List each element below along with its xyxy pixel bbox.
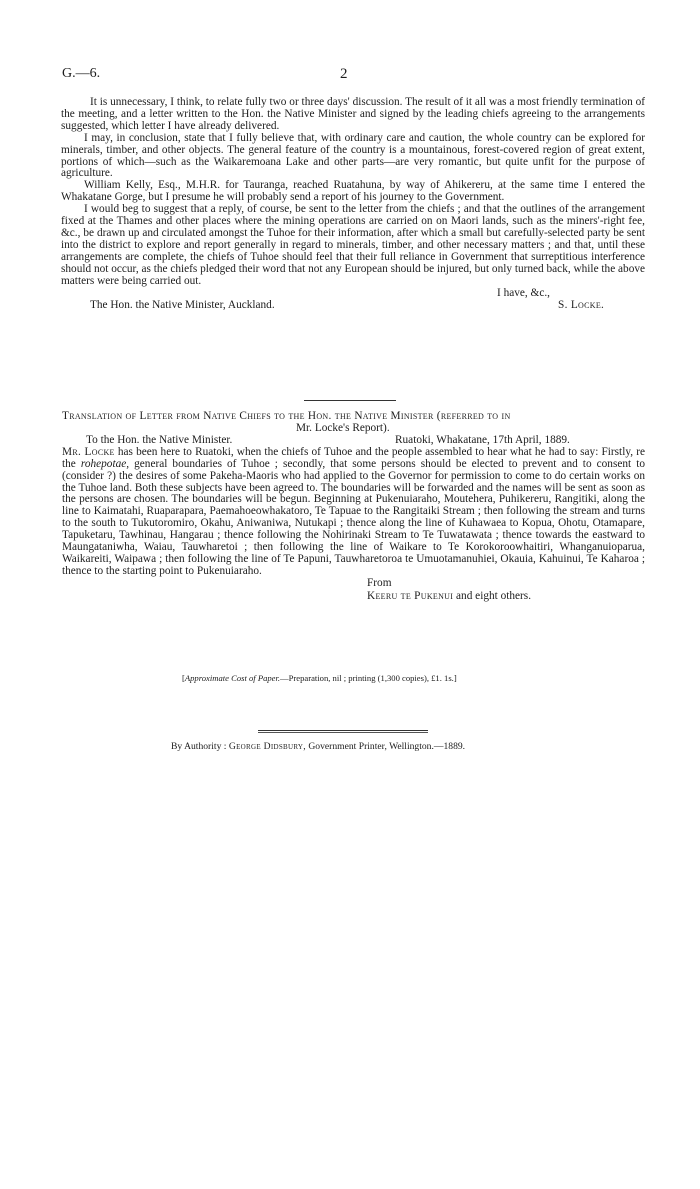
page-header bbox=[62, 66, 652, 86]
signature-row bbox=[90, 300, 645, 312]
imprint-printer: George Didsbury, bbox=[228, 741, 306, 752]
report-signature: S. Locke. bbox=[558, 298, 605, 311]
translation-heading-cont: Mr. Locke's Report). bbox=[296, 421, 390, 434]
imprint-prefix: By Authority : bbox=[171, 741, 229, 752]
imprint-rule bbox=[258, 730, 428, 731]
translation-heading: Translation of Letter from Native Chiefs to the Hon. the Native Minister (referred to in bbox=[62, 410, 511, 422]
report-addressee: The Hon. the Native Minister, Auckland. bbox=[90, 298, 275, 311]
closing-row bbox=[90, 288, 645, 300]
translation-section bbox=[62, 411, 645, 603]
section-divider bbox=[304, 400, 396, 401]
letter-addressee: To the Hon. the Native Minister. bbox=[86, 433, 233, 446]
cost-text: —Preparation, nil ; printing (1,300 copies), £1. 1s. bbox=[280, 673, 454, 683]
letter-body-italic: rohepotae, bbox=[80, 457, 130, 470]
page-number: 2 bbox=[340, 66, 348, 82]
report-body bbox=[61, 96, 646, 312]
letter-body-a: has been here to Ruatoki, when the chiefs of Tuhoe and the people assembled to hear what he had to say: Firstly, re the bbox=[62, 445, 645, 470]
report-paragraph: It is unnecessary, I think, to relate fully two or three days' discussion. The result of it all was a most friendly termination of the meeting, and a letter written to the Hon. the Native Minister and signed by the leading chiefs agreeing to the arrangements suggested, which letter I have already delivered. bbox=[61, 96, 645, 132]
letter-signer-line bbox=[367, 591, 645, 603]
imprint-rule-second bbox=[258, 732, 428, 733]
imprint-suffix: Government Printer, Wellington.—1889. bbox=[305, 741, 466, 752]
letter-body bbox=[62, 447, 645, 578]
closing-formula: I have, &c., bbox=[497, 286, 551, 299]
letter-body-start: Mr. Locke bbox=[62, 445, 115, 458]
letter-body-b: general boundaries of Tuhoe ; secondly, that some persons should be elected to prevent and to consent to (consider ?) the desires of some Pakeha-Maoris who had applied to the Governor for permission to come to do certain works on the Tuhoe land. Both these subjects have been agreed to. The boundaries will be forwarded and the names will be sent as soon as the persons are chosen. The boundaries will be begun. Beginning at Pukenuiaraho, Moutehera, Puhikereru, Rangitiki, along the line to Kaimatahi, Ruaparapara, Paemahoeowhakatoro, Te Tapuae to the Rangitaiki Stream ; then following the stream and turns to the south to Tukutoromiro, Okahu, Aniwaniwa, Nutukapi ; thence along the line of Kuhawaea to Kopua, Ohotu, Otamapare, Tapuketaru, Tawhinau, Hangarau ; thence following the Nohirinaki Stream to Te Tuwatawata ; thence towards the eastward to Maungataniwha, Waiau, Tauwharetoi ; then following the line of Waikare to Te Korokoroowhaitiri, Whanganuioparua, Waikareiti, Waipawa ; then following the line of Te Papuni, Tauwharetoroa te Umuotamanuhiei, Okauia, Kahuinui, Te Kaharoa ; thence to the starting point to Pukenuiaraho. bbox=[62, 457, 645, 577]
paper-code: G.—6. bbox=[62, 66, 101, 81]
report-paragraph: I would beg to suggest that a reply, of course, be sent to the letter from the chiefs ; and that the outlines of the arrangement fixed at the Thames and other places where the mining operations are carried on on Maori lands, such as the miners'-right fee, &c., be drawn up and circulated amongst the Tuhoe for their information, after which a small but carefully-selected party be sent into the district to explore and report generally in regard to minerals, timber, and other necessary matters ; and that, until these arrangements are complete, the chiefs of Tuhoe should feel that their full reliance in Government that surreptitious interference should not occur, as the chiefs pledged their word that not any European should be injured, but only turned back, while the above matters were being carried out. bbox=[61, 203, 646, 287]
letter-from: From bbox=[367, 576, 392, 589]
cost-open-bracket: [ bbox=[182, 673, 185, 683]
cost-label: Approximate Cost of Paper. bbox=[184, 673, 281, 683]
letter-place-date: Ruatoki, Whakatane, 17th April, 1889. bbox=[395, 433, 570, 446]
cost-close-bracket: ] bbox=[453, 673, 457, 683]
letter-signer-suffix: and eight others. bbox=[453, 589, 532, 602]
printer-imprint bbox=[171, 741, 611, 752]
letter-address-row bbox=[62, 435, 645, 447]
cost-note bbox=[182, 673, 582, 683]
letter-signer: Keeru te Pukenui bbox=[367, 589, 454, 602]
report-paragraph: I may, in conclusion, state that I fully believe that, with ordinary care and caution, the whole country can be explored for minerals, timber, and other objects. The general feature of the country is a mountainous, forest-covered region of great extent, portions of which—such as the Waikaremoana Lake and other parts—are very romantic, but quite unfit for the purpose of agriculture. bbox=[61, 131, 645, 180]
report-paragraph: William Kelly, Esq., M.H.R. for Tauranga, reached Ruatahuna, by way of Ahikereru, at the same time I entered the Whakatane Gorge, but I presume he will probably send a report of his journey to the Government. bbox=[61, 179, 645, 204]
